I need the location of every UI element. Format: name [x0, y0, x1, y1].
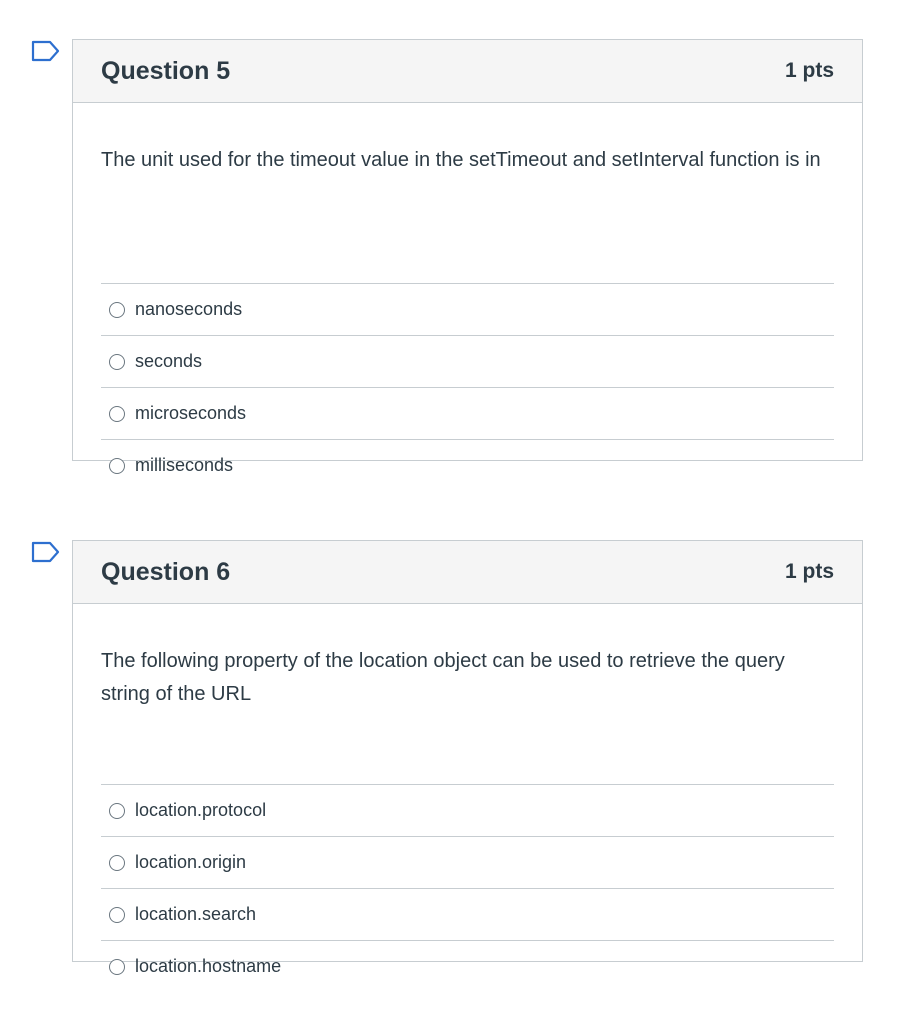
question-points: 1 pts	[784, 59, 834, 82]
radio-unchecked-icon[interactable]	[109, 907, 125, 923]
answer-option[interactable]	[101, 940, 834, 992]
radio-unchecked-icon[interactable]	[109, 855, 125, 871]
answer-label: location.protocol	[135, 800, 267, 820]
answer-label: microseconds	[135, 403, 247, 423]
question-header	[73, 40, 862, 103]
radio-unchecked-icon[interactable]	[109, 959, 125, 975]
answer-list	[101, 283, 834, 491]
answer-label: location.origin	[135, 852, 247, 872]
answer-label: seconds	[135, 351, 203, 371]
question-body	[73, 103, 862, 491]
radio-unchecked-icon[interactable]	[109, 302, 125, 318]
radio-unchecked-icon[interactable]	[109, 406, 125, 422]
answer-label: location.hostname	[135, 956, 282, 976]
radio-unchecked-icon[interactable]	[109, 458, 125, 474]
question-text: The following property of the location object can be used to retrieve the query string of the URL	[101, 650, 785, 705]
radio-unchecked-icon[interactable]	[109, 803, 125, 819]
question-card	[72, 540, 863, 976]
answer-list	[101, 784, 834, 992]
answer-option[interactable]	[101, 335, 834, 387]
question-body	[73, 604, 862, 992]
question-card	[72, 39, 863, 475]
flag-question-icon[interactable]	[30, 39, 62, 63]
answer-label: milliseconds	[135, 455, 234, 475]
question-points: 1 pts	[784, 560, 834, 583]
question-title: Question 6	[101, 557, 231, 586]
answer-label: location.search	[135, 904, 257, 924]
answer-option[interactable]	[101, 888, 834, 940]
answer-option[interactable]	[101, 784, 834, 836]
question-header	[73, 541, 862, 604]
radio-unchecked-icon[interactable]	[109, 354, 125, 370]
answer-label: nanoseconds	[135, 299, 243, 319]
question-title: Question 5	[101, 56, 231, 85]
answer-option[interactable]	[101, 439, 834, 491]
answer-option[interactable]	[101, 387, 834, 439]
answer-option[interactable]	[101, 283, 834, 335]
flag-question-icon[interactable]	[30, 540, 62, 564]
question-text: The unit used for the timeout value in the setTimeout and setInterval function is in	[101, 149, 821, 171]
answer-option[interactable]	[101, 836, 834, 888]
